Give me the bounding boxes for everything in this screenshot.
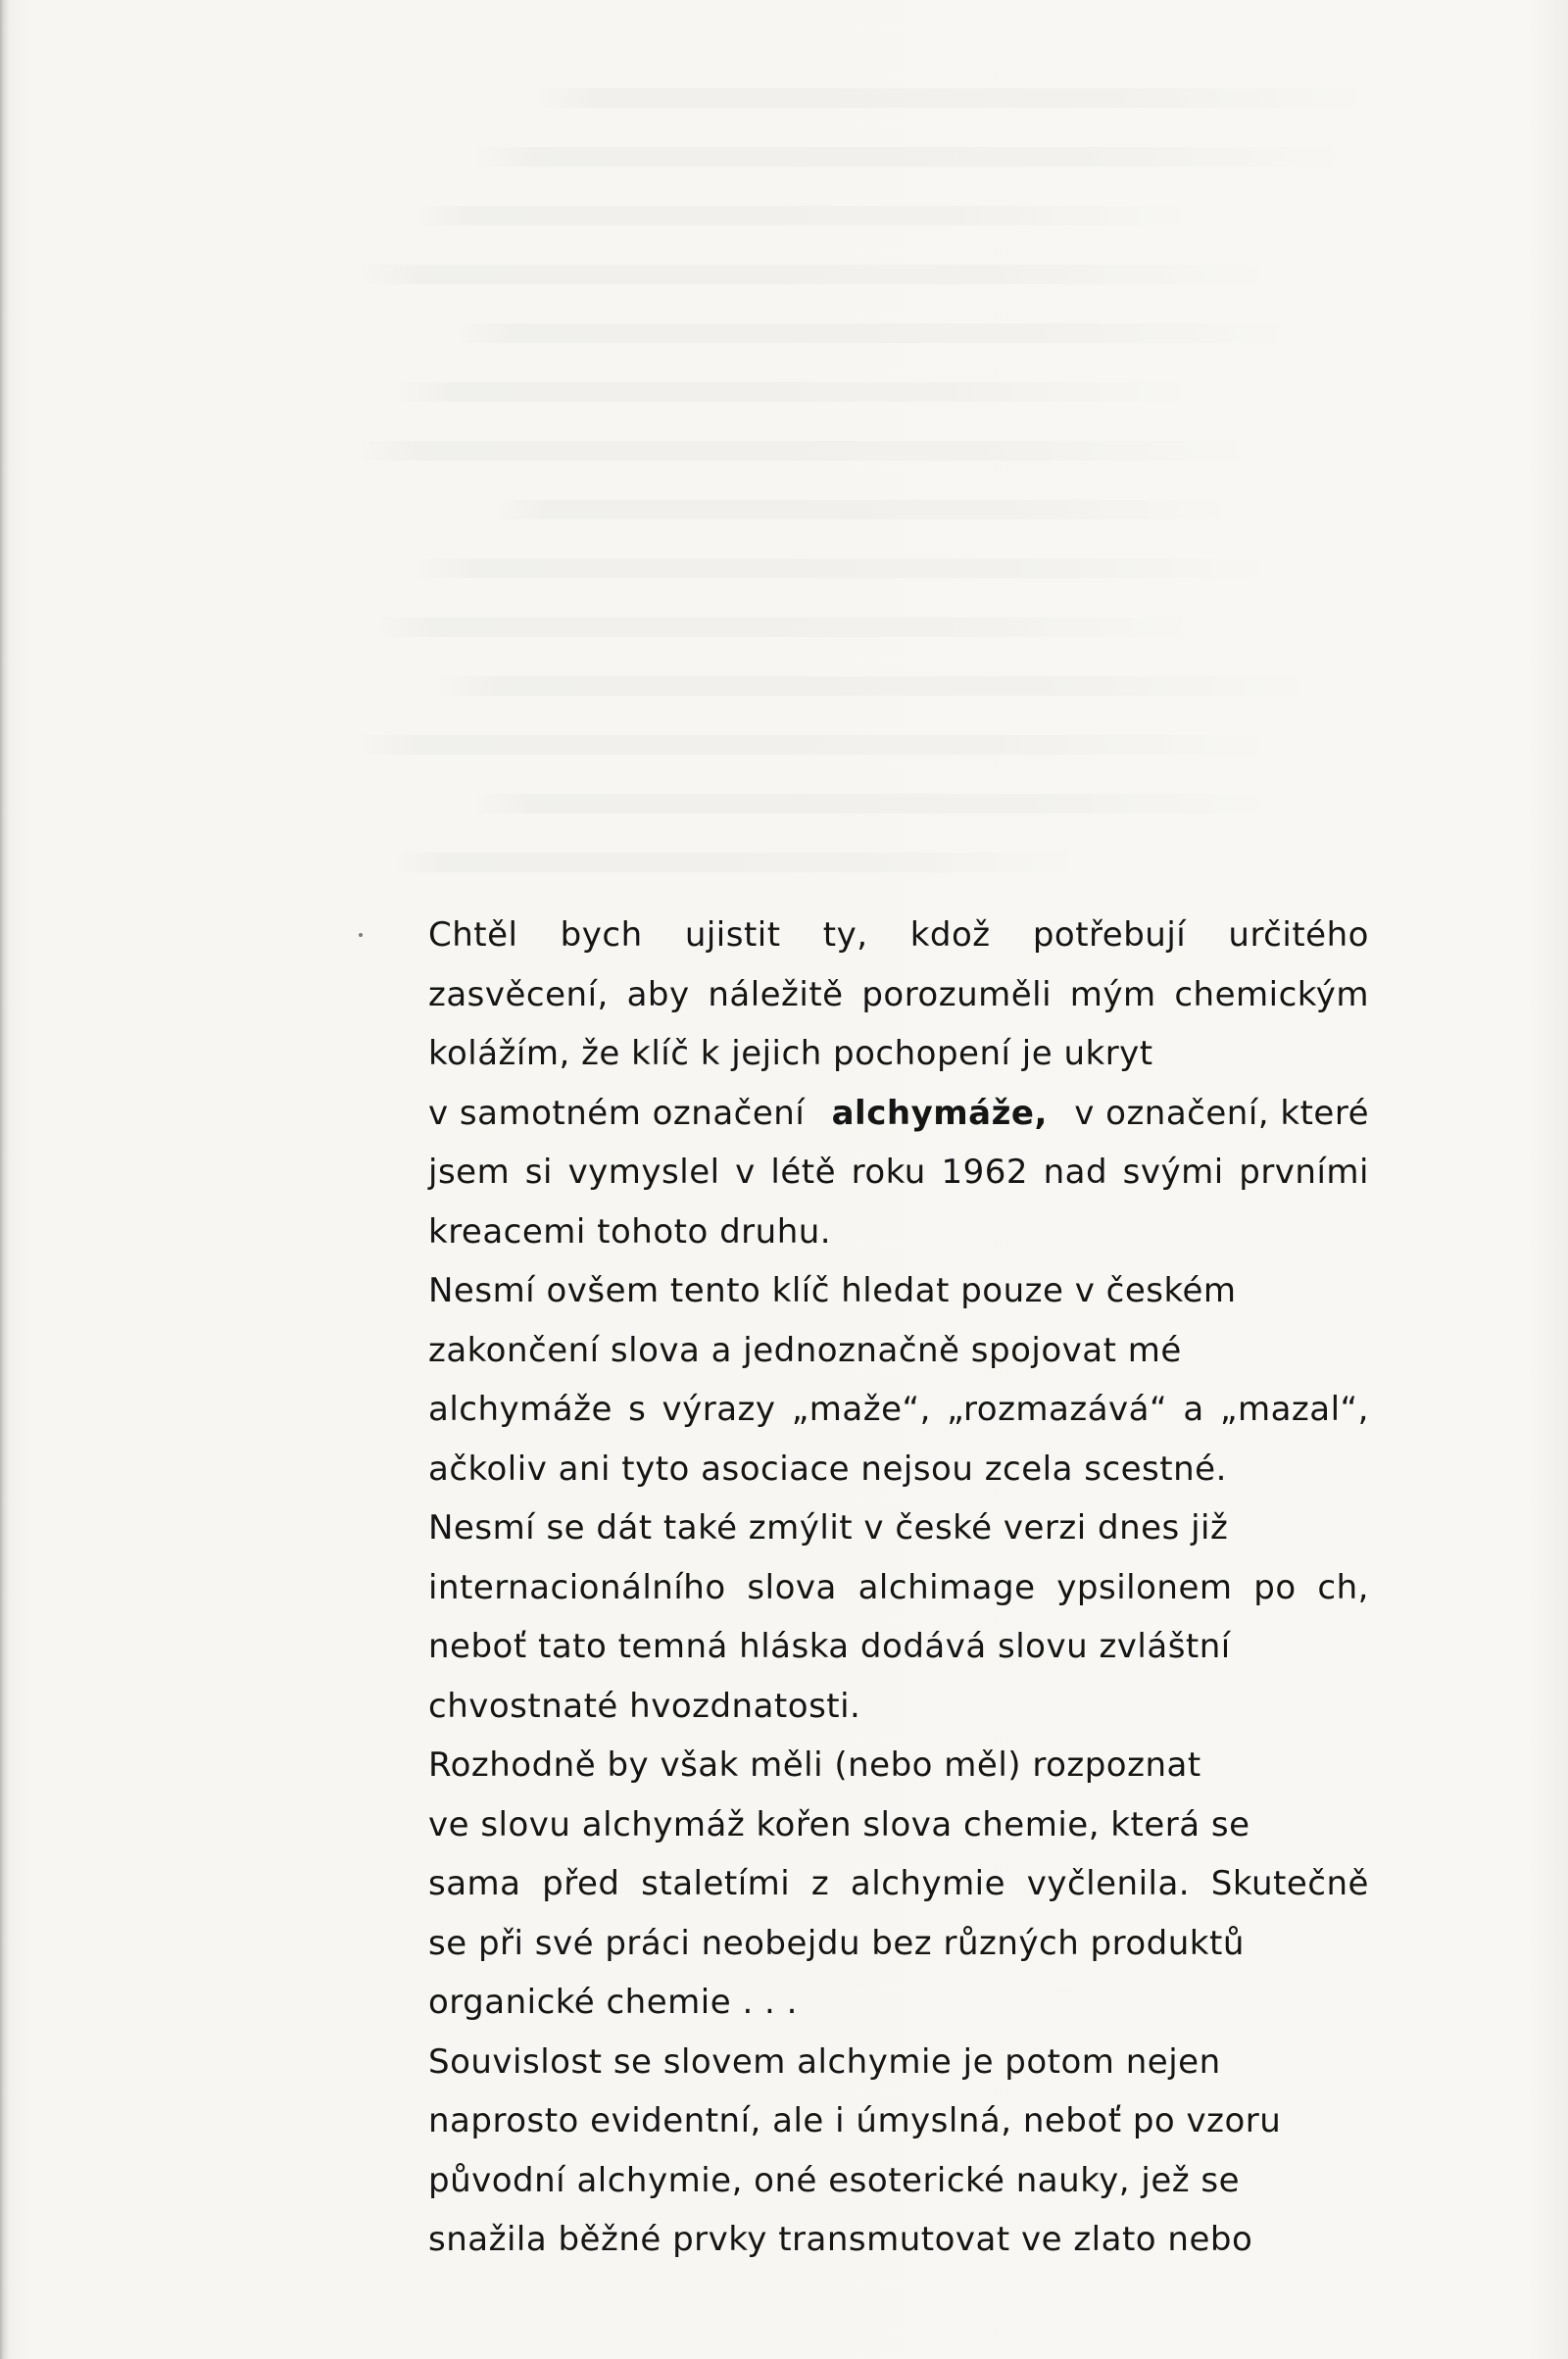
text-line-3: kolážím, že klíč k jejich pochopení je ukryt bbox=[428, 1034, 1153, 1073]
word: staletími bbox=[641, 1864, 791, 1903]
text-line-12 bbox=[428, 1558, 1369, 1618]
text-line-2 bbox=[428, 965, 1369, 1025]
word: prvními bbox=[1239, 1153, 1369, 1192]
text-line-7: Nesmí ovšem tento klíč hledat pouze v českém bbox=[428, 1271, 1237, 1310]
word: vyčlenila. bbox=[1026, 1864, 1191, 1903]
text-line-17 bbox=[428, 1854, 1369, 1914]
word: chemickým bbox=[1174, 974, 1369, 1014]
text-line-6: kreacemi tohoto druhu. bbox=[428, 1211, 832, 1252]
word: „maže“, bbox=[791, 1390, 931, 1429]
text-line-9 bbox=[428, 1380, 1369, 1440]
text-line-21: naprosto evidentní, ale i úmyslná, neboť po vzoru bbox=[428, 2101, 1282, 2140]
word: výrazy bbox=[662, 1390, 776, 1429]
word: ty, bbox=[822, 915, 868, 955]
word: potřebují bbox=[1032, 915, 1187, 955]
line-4-start: v samotném označení bbox=[428, 1093, 806, 1133]
word: svými bbox=[1122, 1153, 1224, 1192]
word: alchymáže bbox=[428, 1390, 612, 1429]
text-line-1 bbox=[428, 906, 1369, 965]
word: létě bbox=[770, 1153, 837, 1192]
word: „mazal“, bbox=[1219, 1390, 1369, 1429]
word: jsem bbox=[428, 1153, 511, 1192]
alchymaze-term: alchymáže, bbox=[831, 1093, 1048, 1133]
word: určitého bbox=[1228, 915, 1369, 955]
word: ujistit bbox=[684, 915, 781, 955]
word: po bbox=[1253, 1567, 1297, 1607]
word: si bbox=[524, 1153, 553, 1192]
word: před bbox=[542, 1864, 620, 1903]
word: porozuměli bbox=[861, 974, 1053, 1014]
text-line-4 bbox=[428, 1084, 1369, 1144]
word: Skutečně bbox=[1210, 1864, 1369, 1903]
text-line-13: neboť tato temná hláska dodává slovu zvláštní bbox=[428, 1627, 1231, 1666]
word: ypsilonem bbox=[1056, 1567, 1233, 1607]
word: náležitě bbox=[708, 974, 844, 1014]
word: bych bbox=[560, 915, 643, 955]
word: zasvěcení, bbox=[428, 974, 609, 1014]
word: ch, bbox=[1317, 1567, 1369, 1607]
word: v bbox=[735, 1153, 756, 1192]
text-line-18: se při své práci neobejdu bez různých produktů bbox=[428, 1923, 1245, 1963]
word: a bbox=[1183, 1390, 1204, 1429]
text-line-5 bbox=[428, 1143, 1369, 1203]
word: sama bbox=[428, 1864, 521, 1903]
word: nad bbox=[1043, 1153, 1108, 1192]
main-text bbox=[428, 906, 1369, 2270]
word: alchimage bbox=[858, 1567, 1036, 1607]
page-edge-shadow bbox=[0, 0, 10, 2359]
text-line-20: Souvislost se slovem alchymie je potom nejen bbox=[428, 2041, 1221, 2082]
text-line-11: Nesmí se dát také zmýlit v české verzi dnes již bbox=[428, 1508, 1229, 1548]
text-line-8: zakončení slova a jednoznačně spojovat mé bbox=[428, 1330, 1182, 1370]
word: „rozmazává“ bbox=[947, 1390, 1168, 1429]
word: 1962 bbox=[941, 1153, 1028, 1192]
paper-speck bbox=[359, 933, 363, 937]
word: roku bbox=[851, 1153, 926, 1192]
word: Chtěl bbox=[428, 915, 518, 955]
word: slova bbox=[747, 1567, 837, 1607]
word: alchymie bbox=[850, 1864, 1006, 1903]
word: z bbox=[810, 1864, 830, 1903]
text-line-23: snažila běžné prvky transmutovat ve zlato nebo bbox=[428, 2220, 1253, 2259]
text-line-15: Rozhodně by však měli (nebo měl) rozpoznat bbox=[428, 1745, 1201, 1785]
text-line-10: ačkoliv ani tyto asociace nejsou zcela scestné. bbox=[428, 1449, 1227, 1489]
text-line-19: organické chemie . . . bbox=[428, 1983, 798, 2022]
word: s bbox=[628, 1390, 647, 1429]
word: mým bbox=[1069, 974, 1156, 1014]
line-4-end: v označení, které bbox=[1074, 1093, 1369, 1133]
word: internacionálního bbox=[428, 1567, 726, 1607]
text-line-14: chvostnaté hvozdnatosti. bbox=[428, 1686, 861, 1726]
text-line-16: ve slovu alchymáž kořen slova chemie, která se bbox=[428, 1804, 1250, 1844]
word: vymyslel bbox=[567, 1153, 720, 1192]
word: aby bbox=[626, 974, 690, 1014]
text-line-22: původní alchymie, oné esoterické nauky, jež se bbox=[428, 2160, 1241, 2200]
word: kdož bbox=[909, 915, 991, 955]
